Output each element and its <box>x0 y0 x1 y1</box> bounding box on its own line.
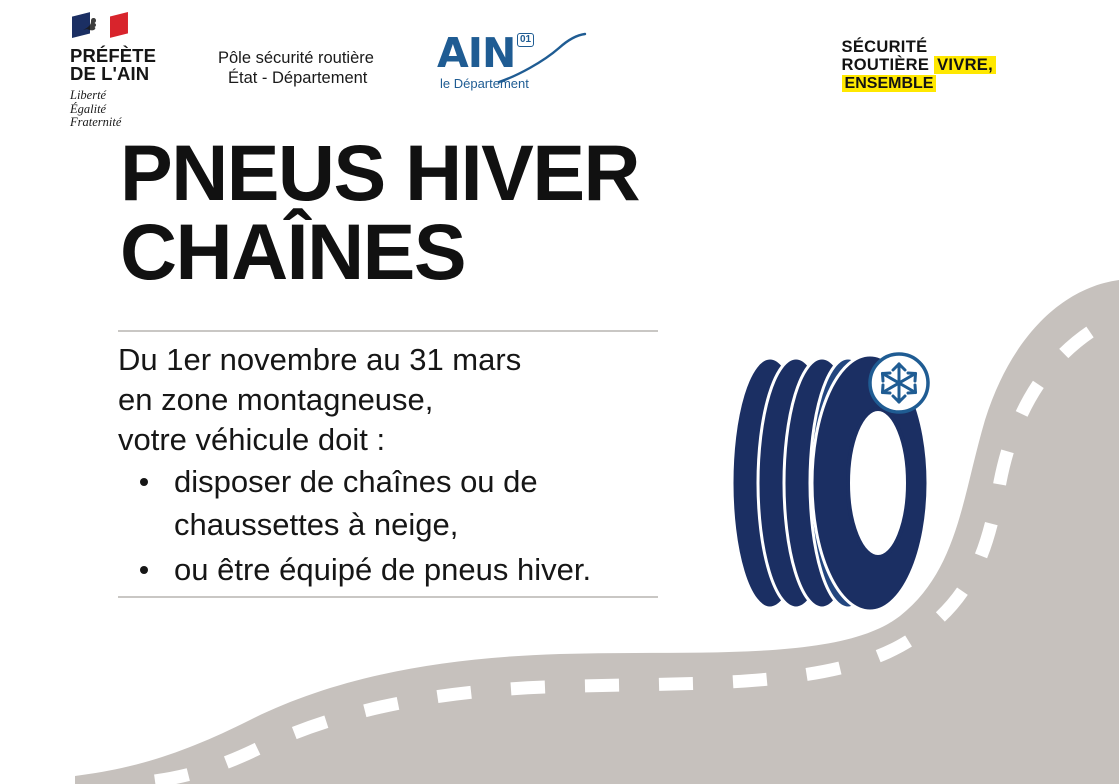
lead-paragraph <box>118 340 718 460</box>
ain-department-number-badge: 01 <box>517 33 534 47</box>
list-item <box>132 460 672 546</box>
securite-routiere-line2: ROUTIÈRE <box>841 56 930 74</box>
marianne-profile-icon <box>80 13 104 37</box>
prefecture-name-line1: PRÉFÈTE <box>70 45 157 66</box>
motto-egalite: Égalité <box>70 101 107 116</box>
motto-liberte: Liberté <box>70 88 107 102</box>
winter-tyre-illustration <box>718 338 968 628</box>
pole-line1: Pôle sécurité routière <box>218 49 374 67</box>
pole-line2: État - Département <box>228 69 368 87</box>
prefecture-block <box>70 8 190 130</box>
republic-motto <box>70 89 190 130</box>
motto-fraternite: Fraternité <box>70 115 122 129</box>
requirements-list <box>132 460 672 593</box>
page-title <box>120 128 820 296</box>
securite-routiere-highlight-vivre: VIVRE, <box>934 56 996 74</box>
securite-routiere-line1: SÉCURITÉ <box>841 38 928 56</box>
pole-securite-routiere-block <box>218 48 418 88</box>
title-line2: CHAÎNES <box>120 207 466 296</box>
flag-red-stripe <box>110 12 128 38</box>
bullet-dot-icon <box>140 566 148 574</box>
ain-departement-logo <box>437 29 587 102</box>
bullet-dot-icon <box>140 478 148 486</box>
securite-routiere-line3-row <box>842 75 996 93</box>
lead-line2: en zone montagneuse, <box>118 382 434 417</box>
poster-header <box>0 0 1119 130</box>
securite-routiere-logo <box>842 38 996 93</box>
ain-subtitle: le Département <box>440 76 529 91</box>
lead-line3: votre véhicule doit : <box>118 422 386 457</box>
marianne-french-republic-logo-icon <box>72 8 138 42</box>
prefecture-name-line2: DE L'AIN <box>70 62 150 84</box>
title-line1: PNEUS HIVER <box>120 128 640 217</box>
securite-routiere-highlight-ensemble: ENSEMBLE <box>842 75 937 92</box>
ain-wordmark: AIN <box>437 29 516 77</box>
lead-line1: Du 1er novembre au 31 mars <box>118 342 522 377</box>
bullet-1-line2: chaussettes à neige, <box>174 507 459 542</box>
prefecture-name <box>70 47 190 82</box>
bullet-1-line1: disposer de chaînes ou de <box>174 464 538 499</box>
list-item <box>132 548 672 591</box>
bullet-2-line1: ou être équipé de pneus hiver. <box>174 552 592 587</box>
divider-bottom <box>118 596 658 598</box>
snowflake-badge-icon <box>868 352 930 414</box>
securite-routiere-line2-row <box>842 56 996 74</box>
divider-top <box>118 330 658 332</box>
